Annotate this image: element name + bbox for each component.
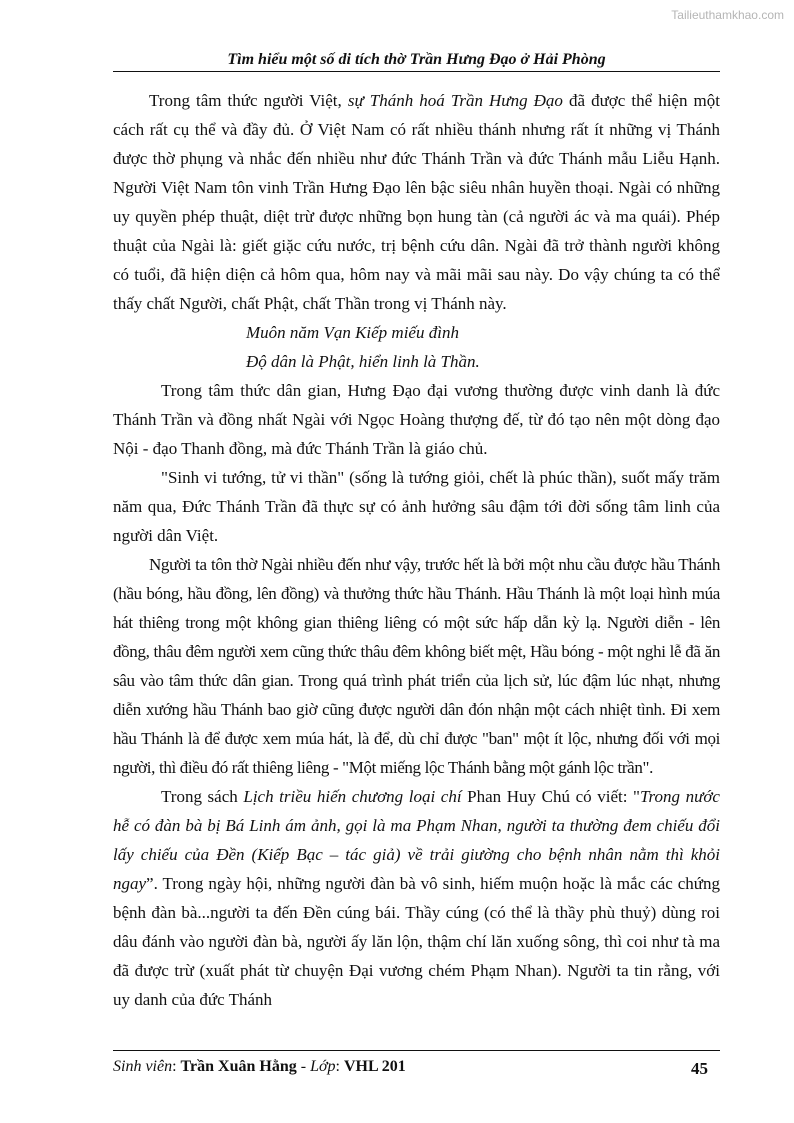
paragraph-hau-thanh: Người ta tôn thờ Ngài nhiều đến như vậy, trước hết là bởi một nhu cầu được hầu Thánh (hầu bóng, hầu đồng, lên đồng) và thưởng thức hầu Thánh. Hầu Thánh là một loại hình múa hát thiêng trong một không gian thiêng liêng có một sức hấp dẫn kỳ lạ. Người diễn - lên đồng, thâu đêm người xem cũng thức thâu đêm không biết mệt, Hầu bóng - một nghi lễ đã ăn sâu vào tâm thức dân gian. Trong quá trình phát triển của lịch sử, lúc đậm lúc nhạt, nhưng diễn xướng hầu Thánh bao giờ cũng được người dân đón nhận một cách nhiệt tình. Đi xem hầu Thánh là để được xem múa hát, là để, dù chỉ được "ban" một ít lộc, nhưng đối với mọi người, thì điều đó rất thiêng liêng - "Một miếng lộc Thánh bằng một gánh lộc trần". <box>113 555 720 777</box>
student-label: Sinh viên <box>113 1058 173 1075</box>
watermark: Tailieuthamkhao.com <box>671 8 784 22</box>
page-header-title: Tìm hiểu một số di tích thờ Trần Hưng Đạo ở Hải Phòng <box>227 51 606 68</box>
p1-text-a: Trong tâm thức người Việt, <box>149 91 348 110</box>
paragraph-lich-trieu <box>113 782 720 1014</box>
document-body <box>113 86 720 1014</box>
p1-text-b: đã được thể hiện một cách rất cụ thể và đầy đủ. Ở Việt Nam có rất nhiều thánh nhưng rất ít những vị Thánh được thờ phụng và nhắc đến nhiều như đức Thánh Trần và đức Thánh mẫu Liễu Hạnh. Người Việt Nam tôn vinh Trần Hưng Đạo lên bậc siêu nhân huyền thoại. Ngài có những uy quyền phép thuật, diệt trừ được những bọn hung tàn (cả người ác và ma quái). Phép thuật của Ngài là: giết giặc cứu nước, trị bệnh cứu dân. Ngài đã trở thành người không có tuổi, đã hiện diện cả hôm qua, hôm nay và mãi mãi sau này. Do vậy chúng ta có thể thấy chất Người, chất Phật, chất Thần trong vị Thánh này. <box>113 91 720 313</box>
p5-text-c: ”. Trong ngày hội, những người đàn bà vô sinh, hiếm muộn hoặc là mắc các chứng bệnh đàn bà...người ta đến Đền cúng bái. Thầy cúng (có thể là thầy phù thuỷ) dùng roi dâu đánh vào người đàn bà, người ấy lăn lộn, thậm chí lăn xuống sông, thì coi như tà ma đã được trừ (xuất phát từ chuyện Đại vương chém Phạm Nhan). Người ta tin rằng, với uy danh của đức Thánh <box>113 874 720 1009</box>
student-name: Trần Xuân Hằng <box>180 1058 297 1075</box>
p5-text-a: Trong sách <box>161 787 244 806</box>
verse-line-2: Độ dân là Phật, hiển linh là Thần. <box>246 352 480 371</box>
class-label: Lớp <box>310 1058 336 1075</box>
header-divider <box>113 71 720 72</box>
class-value: VHL 201 <box>343 1058 406 1075</box>
p5-text-b: Phan Huy Chú có viết: " <box>461 787 640 806</box>
paragraph-sinh-vi-tuong: "Sinh vi tướng, tử vi thần" (sống là tướng giỏi, chết là phúc thần), suốt mấy trăm năm qua, Đức Thánh Trần đã thực sự có ảnh hưởng sâu đậm tới đời sống tâm linh của người dân Việt. <box>113 468 720 545</box>
p5-book-title: Lịch triều hiến chương loại chí <box>243 787 462 806</box>
verse-line-1: Muôn năm Vạn Kiếp miếu đình <box>246 323 459 342</box>
paragraph-tam-thuc-dan-gian: Trong tâm thức dân gian, Hưng Đạo đại vương thường được vinh danh là đức Thánh Trần và đồng nhất Ngài với Ngọc Hoàng thượng đế, từ đó tạo nên một dòng đạo Nội - đạo Thanh đồng, mà đức Thánh Trần là giáo chủ. <box>113 381 720 458</box>
page-number: 45 <box>691 1059 708 1078</box>
footer-divider <box>113 1050 720 1051</box>
paragraph-thanh-hoa <box>113 86 720 318</box>
p5-quotation: Trong nước hễ có đàn bà bị Bá Linh ám ảnh, gọi là ma Phạm Nhan, người ta thường đem chiếu đổi lấy chiếu của Đền (Kiếp Bạc – tác giả) về trải giường cho bệnh nhân nằm thì khỏi ngay <box>113 787 720 893</box>
p1-emphasis: sự Thánh hoá Trần Hưng Đạo <box>347 91 563 110</box>
page-footer: Sinh viên: Trần Xuân Hằng - Lớp: VHL 201 45 <box>113 1058 708 1078</box>
footer-separator: - <box>296 1058 311 1075</box>
